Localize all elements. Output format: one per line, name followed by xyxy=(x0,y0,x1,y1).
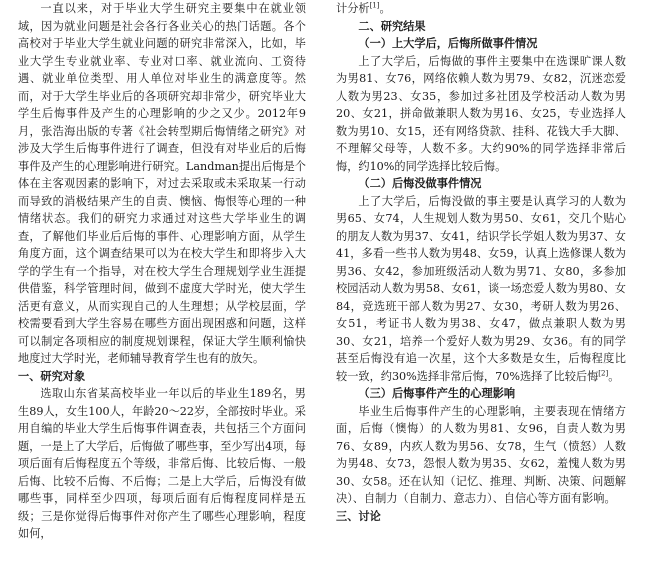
subsection-3-paragraph: 毕业生后悔事件产生的心理影响，主要表现在情绪方面，后悔（懊悔）的人数为男81、女96，自责人数为男76、女89，内疚人数为男56、女78，生气（愤怒）人数为男48、女73，怨恨人数为男35、女62，羞愧人数为男30、女58。还在认知（记忆、推理、判断、决策、问题解决）、自制力（自制力、意志力）、自信心等方面有影响。 xyxy=(336,404,626,505)
carryover-end: 。 xyxy=(379,2,391,15)
subsection-2-paragraph xyxy=(336,193,626,386)
subsection-2-end: 。 xyxy=(608,369,620,383)
citation-1: [1] xyxy=(369,1,380,10)
right-column xyxy=(336,0,626,525)
left-column xyxy=(18,0,306,543)
subsection-title-1: （一）上大学后，后悔所做事件情况 xyxy=(358,36,538,50)
citation-2: [2] xyxy=(598,368,609,377)
subjects-paragraph: 选取山东省某高校毕业一年以后的毕业生189名，男生89人，女生100人，年龄20～22岁，全部按时毕业。采用自编的毕业大学生后悔事件调查表，共包括三个方面问题，一是上了大学后，后悔做了哪些事，至少写出4项，每项后面有后悔程度五个等级，非常后悔、比较后悔、一般后悔、比较不后悔、不后悔；二是上大学后，后悔没有做哪些事，同样至少四项，每项后面有后悔程度同样是五级；三是你觉得后悔事件对你产生了哪些心理影响，程度如何， xyxy=(18,387,306,540)
subsection-1-paragraph: 上了大学后，后悔做的事件主要集中在选课旷课人数为男81、女76，网络依赖人数为男79、女82，沉迷恋爱人数为男23、女35，参加过多社团及学校活动人数为男20、女21，拼命做兼职人数为男16、女25，专业选择人数为男10、女15，还有网络贷款、挂科、花钱大手大脚、不理解父母等，人数不多。大约90%的同学选择非常后悔，约10%的同学选择比较后悔。 xyxy=(336,54,626,173)
carryover-text: 计分析 xyxy=(336,2,370,15)
subsection-title-2: （二）后悔没做事件情况 xyxy=(358,176,482,190)
section-title-results: 二、研究结果 xyxy=(358,19,426,33)
section-title-discussion: 三、讨论 xyxy=(336,509,381,523)
intro-paragraph: 一直以来，对于毕业大学生研究主要集中在就业领域，因为就业问题是社会各行各业关心的热门话题。各个高校对于毕业大学生就业问题的研究非常深入，比如，毕业大学生专业就业率、专业对口率、就业流向、工资待遇、就业单位类型、用人单位对毕业生的满意度等。然而，对于大学生毕业后的各项研究却非常少，研究毕业大学生后悔事件及产生的心理影响的少之又少。2012年9月，张浩海出版的专著《社会转型期后悔情绪之研究》对涉及大学生后悔事件进行了调查，但没有对毕业后的后悔事件及产生的心理影响进行研究。Landman提出后悔是个体在主客观因素的影响下，对过去采取或未采取某一行动而导致的消极结果产生的自责、懊恼、悔恨等心理的一种情绪状态。我们的研究力求通过对这些大学毕业生的调查，了解他们毕业后后悔的事件、心理影响方面，从学生角度方面，这个调查结果可以为在校大学生和即将步入大学的学生有一个指导，对在校大学生合理规划学业生涯提供借鉴，科学管理时间，做到不虚度大学时光，使大学生活更有意义，从而实现自己的人生理想；从学校层面，学校需要看到大学生容易在哪些方面出现困惑和问题，这样可以制定各项相应的制度规划课程，保证大学生顺利愉快地度过大学时光，老师辅导教育学生也有的放矢。 xyxy=(18,2,306,365)
section-title-research-subjects: 一、研究对象 xyxy=(18,369,86,383)
subsection-title-3: （三）后悔事件产生的心理影响 xyxy=(358,386,516,400)
subsection-2-text: 上了大学后，后悔没做的事主要是认真学习的人数为男65、女74，人生规划人数为男50、女61，交几个贴心的朋友人数为男37、女41，结识学长学姐人数为男37、女41，多看一些书人数为男48、女59，认真上选修课人数为男36、女42，参加班级活动人数为男71、女80，多参加校园活动人数为男58、女61，谈一场恋爱人数为男80、女84，竞选班干部人数为男27、女30，考研人数为男26、女51，考证书人数为男38、女47，做点兼职人数为男30、女21，培养一个爱好人数为男29、女36。有的同学甚至后悔没有追一次星，这个大多数是女生，后悔程度比较一致，约30%选择非常后悔，70%选择了比较后悔 xyxy=(336,194,626,383)
carryover-line xyxy=(336,0,626,18)
